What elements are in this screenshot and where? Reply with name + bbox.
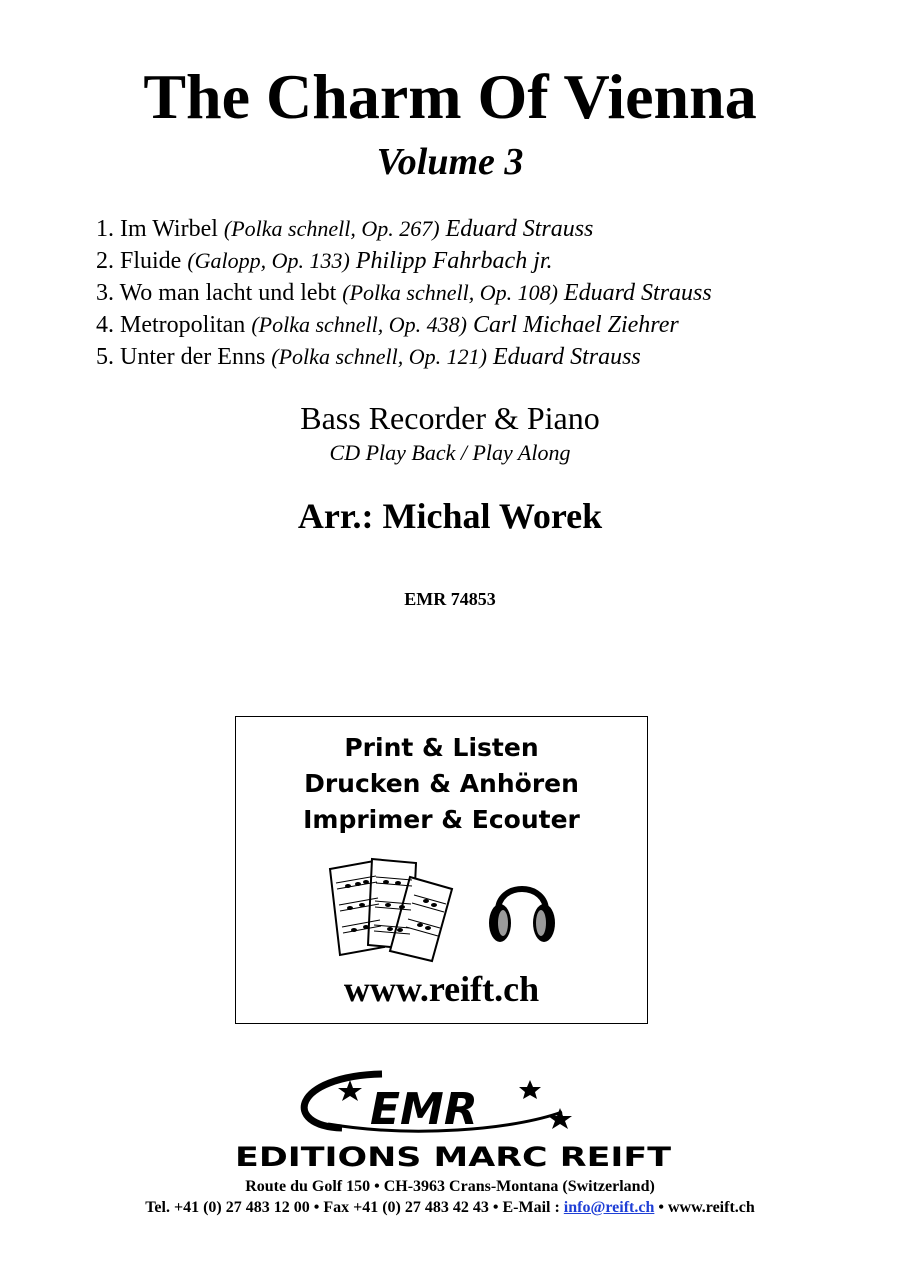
list-item (96, 277, 712, 309)
publisher-contact (0, 1198, 900, 1218)
piece-composer: Eduard Strauss (445, 216, 594, 242)
piece-detail: (Polka schnell, Op. 267) (223, 216, 440, 241)
sheet-music-icon (328, 855, 456, 963)
piece-composer: Eduard Strauss (563, 280, 712, 306)
piece-title: 5. Unter der Enns (96, 344, 266, 370)
contact-website: • www.reift.ch (654, 1199, 755, 1216)
publisher-address: Route du Golf 150 • CH-3963 Crans-Montana (Switzerland) (245, 1178, 655, 1195)
promo-line-french: Imprimer & Ecouter (303, 805, 580, 834)
piece-detail: (Polka schnell, Op. 438) (251, 312, 467, 337)
piece-title: 2. Fluide (96, 248, 182, 274)
arranger: Arr.: Michal Worek (297, 496, 603, 536)
piece-detail: (Galopp, Op. 133) (187, 248, 350, 273)
list-item (96, 213, 712, 245)
playback-note: CD Play Back / Play Along (329, 440, 571, 465)
promo-line-english: Print & Listen (344, 733, 539, 762)
piece-composer: Philipp Fahrbach jr. (355, 248, 553, 274)
email-link[interactable]: info@reift.ch (563, 1199, 655, 1216)
contact-phone-fax: Tel. +41 (0) 27 483 12 00 • Fax +41 (0) 27 483 42 43 • E-Mail : (145, 1199, 564, 1216)
list-item (96, 245, 712, 277)
logo-brand: EMR (370, 1084, 478, 1135)
promo-line-german: Drucken & Anhören (304, 769, 579, 798)
instrumentation: Bass Recorder & Piano (300, 400, 600, 436)
list-item (96, 309, 712, 341)
list-item (96, 341, 712, 373)
logo-name: EDITIONS MARC REIFT (235, 1142, 672, 1172)
piece-title: 3. Wo man lacht und lebt (96, 280, 337, 306)
piece-composer: Eduard Strauss (492, 344, 641, 370)
piece-title: 1. Im Wirbel (96, 216, 218, 242)
promo-url: www.reift.ch (343, 969, 540, 1009)
emr-logo (232, 1068, 674, 1172)
headphones-icon (486, 869, 558, 949)
page-title: The Charm Of Vienna (143, 61, 757, 132)
catalog-code: EMR 74853 (404, 589, 496, 609)
piece-title: 4. Metropolitan (96, 312, 246, 338)
piece-list (96, 213, 712, 373)
piece-detail: (Polka schnell, Op. 108) (342, 280, 558, 305)
print-listen-box (235, 716, 648, 1024)
volume-subtitle: Volume 3 (376, 141, 524, 183)
piece-detail: (Polka schnell, Op. 121) (271, 344, 487, 369)
piece-composer: Carl Michael Ziehrer (472, 312, 679, 338)
